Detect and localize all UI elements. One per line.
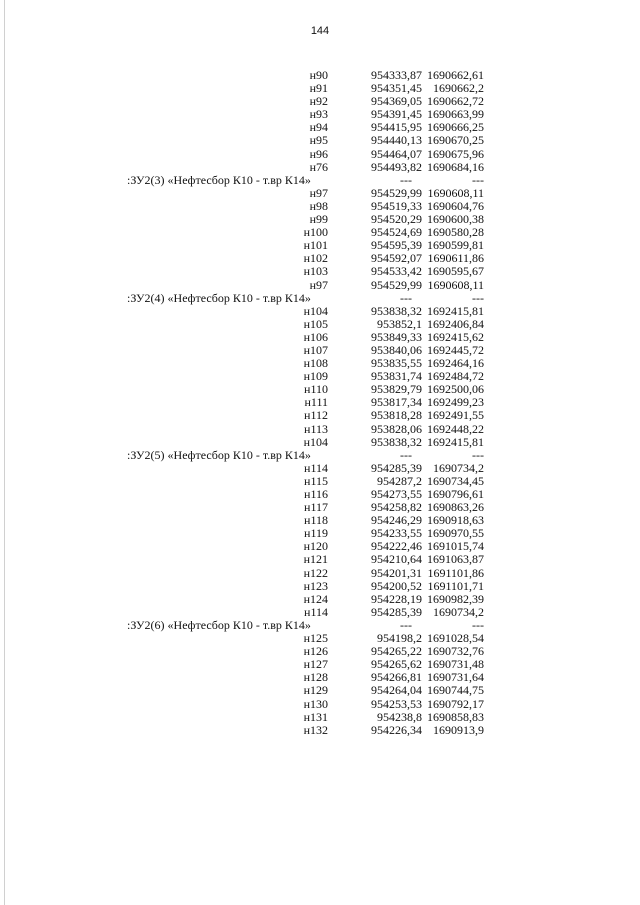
y-coordinate: 1691015,74: [427, 539, 484, 554]
y-coordinate: 1692500,06: [427, 382, 484, 397]
point-label: н104: [303, 434, 328, 449]
y-coordinate: 1690595,67: [427, 264, 484, 279]
point-label: н127: [303, 657, 328, 672]
point-label: н96: [309, 146, 328, 161]
coordinate-row: [0, 318, 640, 331]
point-label: н105: [303, 316, 328, 331]
y-coordinate: 1692415,62: [427, 329, 484, 344]
coordinate-row: [0, 462, 640, 475]
y-coordinate: 1690744,75: [427, 683, 484, 698]
x-coordinate: 953829,79: [371, 382, 422, 397]
x-coordinate: 954287,2: [377, 473, 422, 488]
coordinate-row: [0, 279, 640, 292]
y-coordinate: 1690611,86: [427, 251, 484, 266]
x-coordinate: 954233,55: [371, 526, 422, 541]
x-coordinate: 954285,39: [371, 604, 422, 619]
x-coordinate: 954246,29: [371, 513, 422, 528]
x-coordinate: 954529,99: [371, 185, 422, 200]
y-coordinate: 1692484,72: [427, 369, 484, 384]
coordinates-table: [0, 69, 640, 737]
y-coordinate: 1690918,63: [427, 513, 484, 528]
y-coordinate: 1690662,72: [427, 94, 484, 109]
section-dash-x: ---: [400, 290, 412, 305]
point-label: н130: [303, 696, 328, 711]
x-coordinate: 953835,55: [371, 356, 422, 371]
x-coordinate: 953828,06: [371, 421, 422, 436]
y-coordinate: 1690731,48: [427, 657, 484, 672]
y-coordinate: 1690734,45: [427, 473, 484, 488]
point-label: н124: [303, 591, 328, 606]
coordinate-row: [0, 593, 640, 606]
x-coordinate: 954519,33: [371, 198, 422, 213]
y-coordinate: 1690670,25: [427, 133, 484, 148]
point-label: н113: [304, 421, 328, 436]
y-coordinate: 1690608,11: [427, 185, 484, 200]
y-coordinate: 1690792,17: [427, 696, 484, 711]
x-coordinate: 954464,07: [371, 146, 422, 161]
y-coordinate: 1691101,86: [427, 565, 484, 580]
y-coordinate: 1690734,2: [433, 460, 484, 475]
section-title: :ЗУ2(4) «Нефтесбор К10 - т.вр К14»: [127, 290, 311, 305]
x-coordinate: 954273,55: [371, 487, 422, 501]
coordinate-row: [0, 331, 640, 344]
x-coordinate: 954595,39: [371, 238, 422, 253]
point-label: н110: [304, 382, 328, 397]
point-label: н131: [303, 709, 328, 724]
coordinate-row: [0, 187, 640, 200]
y-coordinate: 1690982,39: [427, 591, 484, 606]
x-coordinate: 954285,39: [371, 460, 422, 475]
point-label: н92: [309, 94, 328, 109]
point-label: н91: [309, 81, 328, 96]
point-label: н114: [304, 460, 328, 475]
x-coordinate: 954210,64: [371, 552, 422, 567]
section-dash-x: ---: [400, 172, 412, 187]
point-label: н97: [309, 185, 328, 200]
section-dash-y: ---: [472, 617, 484, 632]
point-label: н122: [303, 565, 328, 580]
y-coordinate: 1692464,16: [427, 356, 484, 371]
coordinate-row: [0, 134, 640, 147]
y-coordinate: 1690684,16: [427, 159, 484, 174]
coordinate-row: [0, 567, 640, 580]
point-label: н116: [304, 487, 328, 501]
coordinate-row: [0, 161, 640, 174]
x-coordinate: 954198,2: [377, 631, 422, 646]
page-number: 144: [310, 25, 330, 37]
y-coordinate: 1690675,96: [427, 146, 484, 161]
coordinate-row: [0, 305, 640, 318]
point-label: н120: [303, 539, 328, 554]
y-coordinate: 1690608,11: [427, 277, 484, 292]
x-coordinate: 954200,52: [371, 578, 422, 593]
section-header-row: [0, 292, 640, 305]
x-coordinate: 953840,06: [371, 342, 422, 357]
point-label: н99: [309, 212, 328, 227]
x-coordinate: 954524,69: [371, 225, 422, 240]
coordinate-row: [0, 606, 640, 619]
y-coordinate: 1692406,84: [427, 316, 484, 331]
point-label: н102: [303, 251, 328, 266]
point-label: н119: [304, 526, 328, 541]
section-dash-x: ---: [400, 447, 412, 462]
x-coordinate: 954253,53: [371, 696, 422, 711]
y-coordinate: 1690599,81: [427, 238, 484, 253]
y-coordinate: 1690600,38: [427, 212, 484, 227]
y-coordinate: 1690913,9: [433, 722, 484, 737]
point-label: н129: [303, 683, 328, 698]
y-coordinate: 1690731,64: [427, 670, 484, 685]
point-label: н115: [304, 473, 328, 488]
x-coordinate: 954258,82: [371, 500, 422, 515]
point-label: н117: [304, 500, 328, 515]
y-coordinate: 1690604,76: [427, 198, 484, 213]
point-label: н98: [309, 198, 328, 213]
x-coordinate: 954493,82: [371, 159, 422, 174]
y-coordinate: 1690863,26: [427, 500, 484, 515]
point-label: н104: [303, 303, 328, 318]
point-label: н107: [303, 342, 328, 357]
point-label: н93: [309, 107, 328, 122]
point-label: н125: [303, 631, 328, 646]
point-label: н132: [303, 722, 328, 737]
y-coordinate: 1690666,25: [427, 120, 484, 135]
x-coordinate: 954228,19: [371, 591, 422, 606]
y-coordinate: 1692499,23: [427, 395, 484, 410]
x-coordinate: 953838,32: [371, 434, 422, 449]
section-title: :ЗУ2(3) «Нефтесбор К10 - т.вр К14»: [127, 172, 311, 187]
point-label: н123: [303, 578, 328, 593]
coordinate-row: [0, 436, 640, 449]
coordinate-row: [0, 684, 640, 697]
coordinate-row: [0, 580, 640, 593]
coordinate-row: [0, 711, 640, 724]
section-dash-y: ---: [472, 172, 484, 187]
point-label: н114: [304, 604, 328, 619]
y-coordinate: 1691101,71: [427, 578, 484, 593]
point-label: н103: [303, 264, 328, 279]
point-label: н94: [309, 120, 328, 135]
y-coordinate: 1690858,83: [427, 709, 484, 724]
y-coordinate: 1690580,28: [427, 225, 484, 240]
coordinate-row: [0, 553, 640, 566]
point-label: н112: [304, 408, 328, 423]
x-coordinate: 953817,34: [371, 395, 422, 410]
section-dash-y: ---: [472, 290, 484, 305]
section-header-row: [0, 449, 640, 462]
section-title: :ЗУ2(5) «Нефтесбор К10 - т.вр К14»: [127, 447, 311, 462]
y-coordinate: 1691063,87: [427, 552, 484, 567]
x-coordinate: 953849,33: [371, 329, 422, 344]
y-coordinate: 1690732,76: [427, 644, 484, 659]
x-coordinate: 954351,45: [371, 81, 422, 96]
point-label: н126: [303, 644, 328, 659]
y-coordinate: 1690734,2: [433, 604, 484, 619]
point-label: н108: [303, 356, 328, 371]
x-coordinate: 954533,42: [371, 264, 422, 279]
x-coordinate: 953831,74: [371, 369, 422, 384]
point-label: н121: [303, 552, 328, 567]
x-coordinate: 954222,46: [371, 539, 422, 554]
x-coordinate: 954440,13: [371, 133, 422, 148]
x-coordinate: 954391,45: [371, 107, 422, 122]
x-coordinate: 954264,04: [371, 683, 422, 698]
coordinate-row: [0, 148, 640, 161]
point-label: н97: [309, 277, 328, 292]
point-label: н111: [304, 395, 328, 410]
coordinate-row: [0, 423, 640, 436]
x-coordinate: 954369,05: [371, 94, 422, 109]
y-coordinate: 1692415,81: [427, 434, 484, 449]
x-coordinate: 954238,8: [377, 709, 422, 724]
point-label: н90: [309, 68, 328, 82]
point-label: н101: [303, 238, 328, 253]
point-label: н76: [309, 159, 328, 174]
coordinate-row: [0, 698, 640, 711]
y-coordinate: 1692445,72: [427, 342, 484, 357]
y-coordinate: 1692491,55: [427, 408, 484, 423]
y-coordinate: 1690796,61: [427, 487, 484, 501]
y-coordinate: 1692448,22: [427, 421, 484, 436]
x-coordinate: 954226,34: [371, 722, 422, 737]
point-label: н128: [303, 670, 328, 685]
coordinate-row: [0, 724, 640, 737]
x-coordinate: 954265,22: [371, 644, 422, 659]
point-label: н100: [303, 225, 328, 240]
x-coordinate: 954265,62: [371, 657, 422, 672]
x-coordinate: 954201,31: [371, 565, 422, 580]
section-title: :ЗУ2(6) «Нефтесбор К10 - т.вр К14»: [127, 617, 311, 632]
x-coordinate: 954415,95: [371, 120, 422, 135]
x-coordinate: 953838,32: [371, 303, 422, 318]
point-label: н95: [309, 133, 328, 148]
point-label: н109: [303, 369, 328, 384]
x-coordinate: 953852,1: [377, 316, 422, 331]
x-coordinate: 954333,87: [371, 68, 422, 82]
x-coordinate: 954529,99: [371, 277, 422, 292]
y-coordinate: 1690663,99: [427, 107, 484, 122]
coordinate-row: [0, 409, 640, 422]
y-coordinate: 1692415,81: [427, 303, 484, 318]
point-label: н106: [303, 329, 328, 344]
y-coordinate: 1691028,54: [427, 631, 484, 646]
x-coordinate: 954520,29: [371, 212, 422, 227]
point-label: н118: [304, 513, 328, 528]
coordinate-row: [0, 265, 640, 278]
section-dash-x: ---: [400, 617, 412, 632]
y-coordinate: 1690662,2: [433, 81, 484, 96]
y-coordinate: 1690662,61: [427, 68, 484, 82]
section-header-row: [0, 174, 640, 187]
section-dash-y: ---: [472, 447, 484, 462]
x-coordinate: 954592,07: [371, 251, 422, 266]
x-coordinate: 953818,28: [371, 408, 422, 423]
y-coordinate: 1690970,55: [427, 526, 484, 541]
x-coordinate: 954266,81: [371, 670, 422, 685]
